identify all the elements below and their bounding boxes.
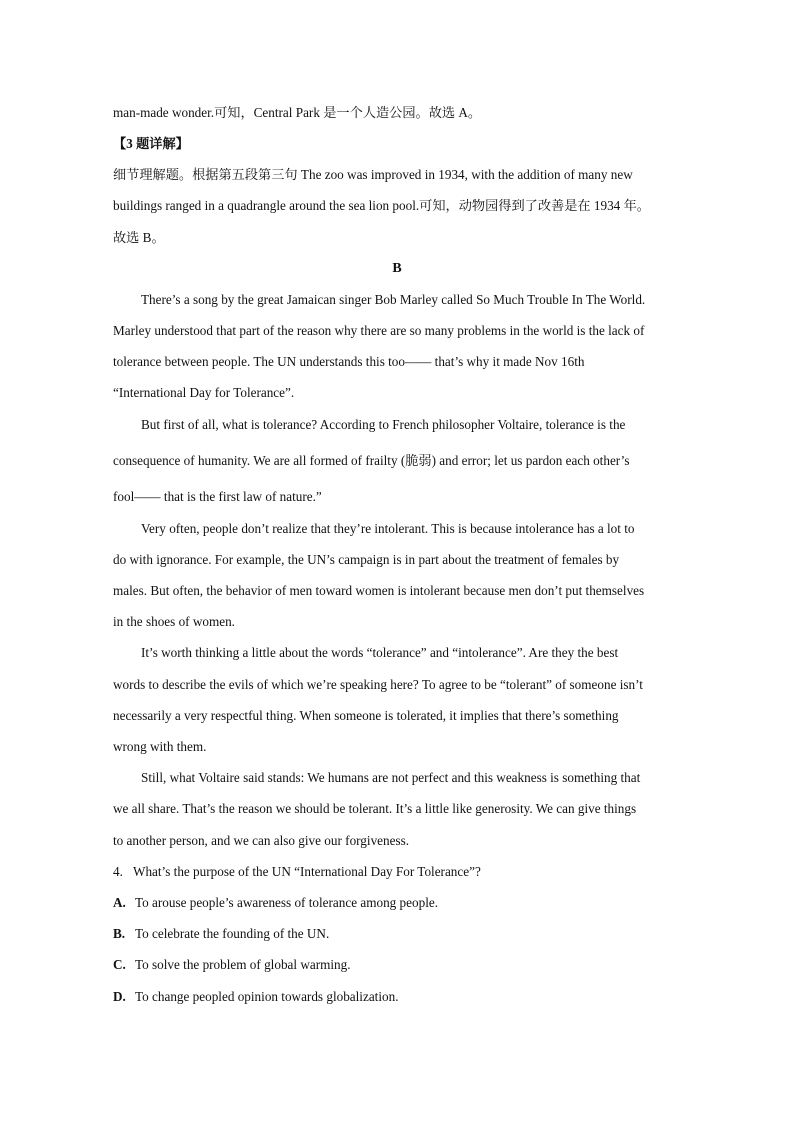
passage-line: males. But often, the behavior of men toward women is intolerant because men don’t put themselves	[113, 583, 645, 598]
option-a	[113, 894, 438, 912]
passage-line: But first of all, what is tolerance? According to French philosopher Voltaire, tolerance is the	[141, 417, 626, 432]
answer-explanation-line: 故选 B。	[113, 230, 165, 245]
option-c	[113, 956, 351, 974]
option-letter: B.	[113, 926, 126, 941]
option-d	[113, 988, 399, 1006]
passage-line: There’s a song by the great Jamaican singer Bob Marley called So Much Trouble In The World.	[141, 292, 646, 307]
passage-line: words to describe the evils of which we’re speaking here? To agree to be “tolerant” of someone isn’t	[113, 677, 643, 692]
question-text: What’s the purpose of the UN “International Day For Tolerance”?	[133, 864, 481, 879]
answer-explanation-line: 细节理解题。根据第五段第三句 The zoo was improved in 1934, with the addition of many new	[113, 167, 633, 182]
question-4	[113, 863, 481, 881]
passage-line: wrong with them.	[113, 739, 207, 754]
passage-line: fool—— that is the first law of nature.”	[113, 489, 322, 504]
passage-line: necessarily a very respectful thing. When someone is tolerated, it implies that there’s something	[113, 708, 619, 723]
passage-line: to another person, and we can also give our forgiveness.	[113, 833, 410, 848]
passage-line: Marley understood that part of the reason why there are so many problems in the world is the lack of	[113, 323, 645, 338]
option-letter: D.	[113, 989, 126, 1004]
option-b	[113, 925, 329, 943]
option-text: To change peopled opinion towards globalization.	[135, 989, 399, 1004]
option-text: To celebrate the founding of the UN.	[135, 926, 330, 941]
passage-line: Still, what Voltaire said stands: We humans are not perfect and this weakness is something that	[141, 770, 641, 785]
question-3-heading: 【3 题详解】	[113, 136, 189, 151]
passage-line: do with ignorance. For example, the UN’s campaign is in part about the treatment of females by	[113, 552, 620, 567]
answer-explanation-line: man-made wonder.可知，Central Park 是一个人造公园。故选 A。	[113, 105, 482, 120]
option-text: To arouse people’s awareness of tolerance among people.	[135, 895, 439, 910]
answer-explanation-line: buildings ranged in a quadrangle around the sea lion pool.可知，动物园得到了改善是在 1934 年。	[113, 198, 650, 213]
passage-line: consequence of humanity. We are all formed of frailty (脆弱) and error; let us pardon each other’s	[113, 453, 630, 468]
passage-line: “International Day for Tolerance”.	[113, 385, 295, 400]
passage-line: we all share. That’s the reason we should be tolerant. It’s a little like generosity. We can give things	[113, 801, 637, 816]
passage-line: in the shoes of women.	[113, 614, 235, 629]
option-letter: C.	[113, 957, 126, 972]
option-letter: A.	[113, 895, 126, 910]
passage-line: Very often, people don’t realize that they’re intolerant. This is because intolerance has a lot to	[141, 521, 635, 536]
question-number: 4.	[113, 864, 123, 879]
option-text: To solve the problem of global warming.	[135, 957, 351, 972]
passage-line: tolerance between people. The UN understands this too—— that’s why it made Nov 16th	[113, 354, 585, 369]
passage-line: It’s worth thinking a little about the words “tolerance” and “intolerance”. Are they the best	[141, 645, 619, 660]
section-title: B	[392, 261, 402, 276]
